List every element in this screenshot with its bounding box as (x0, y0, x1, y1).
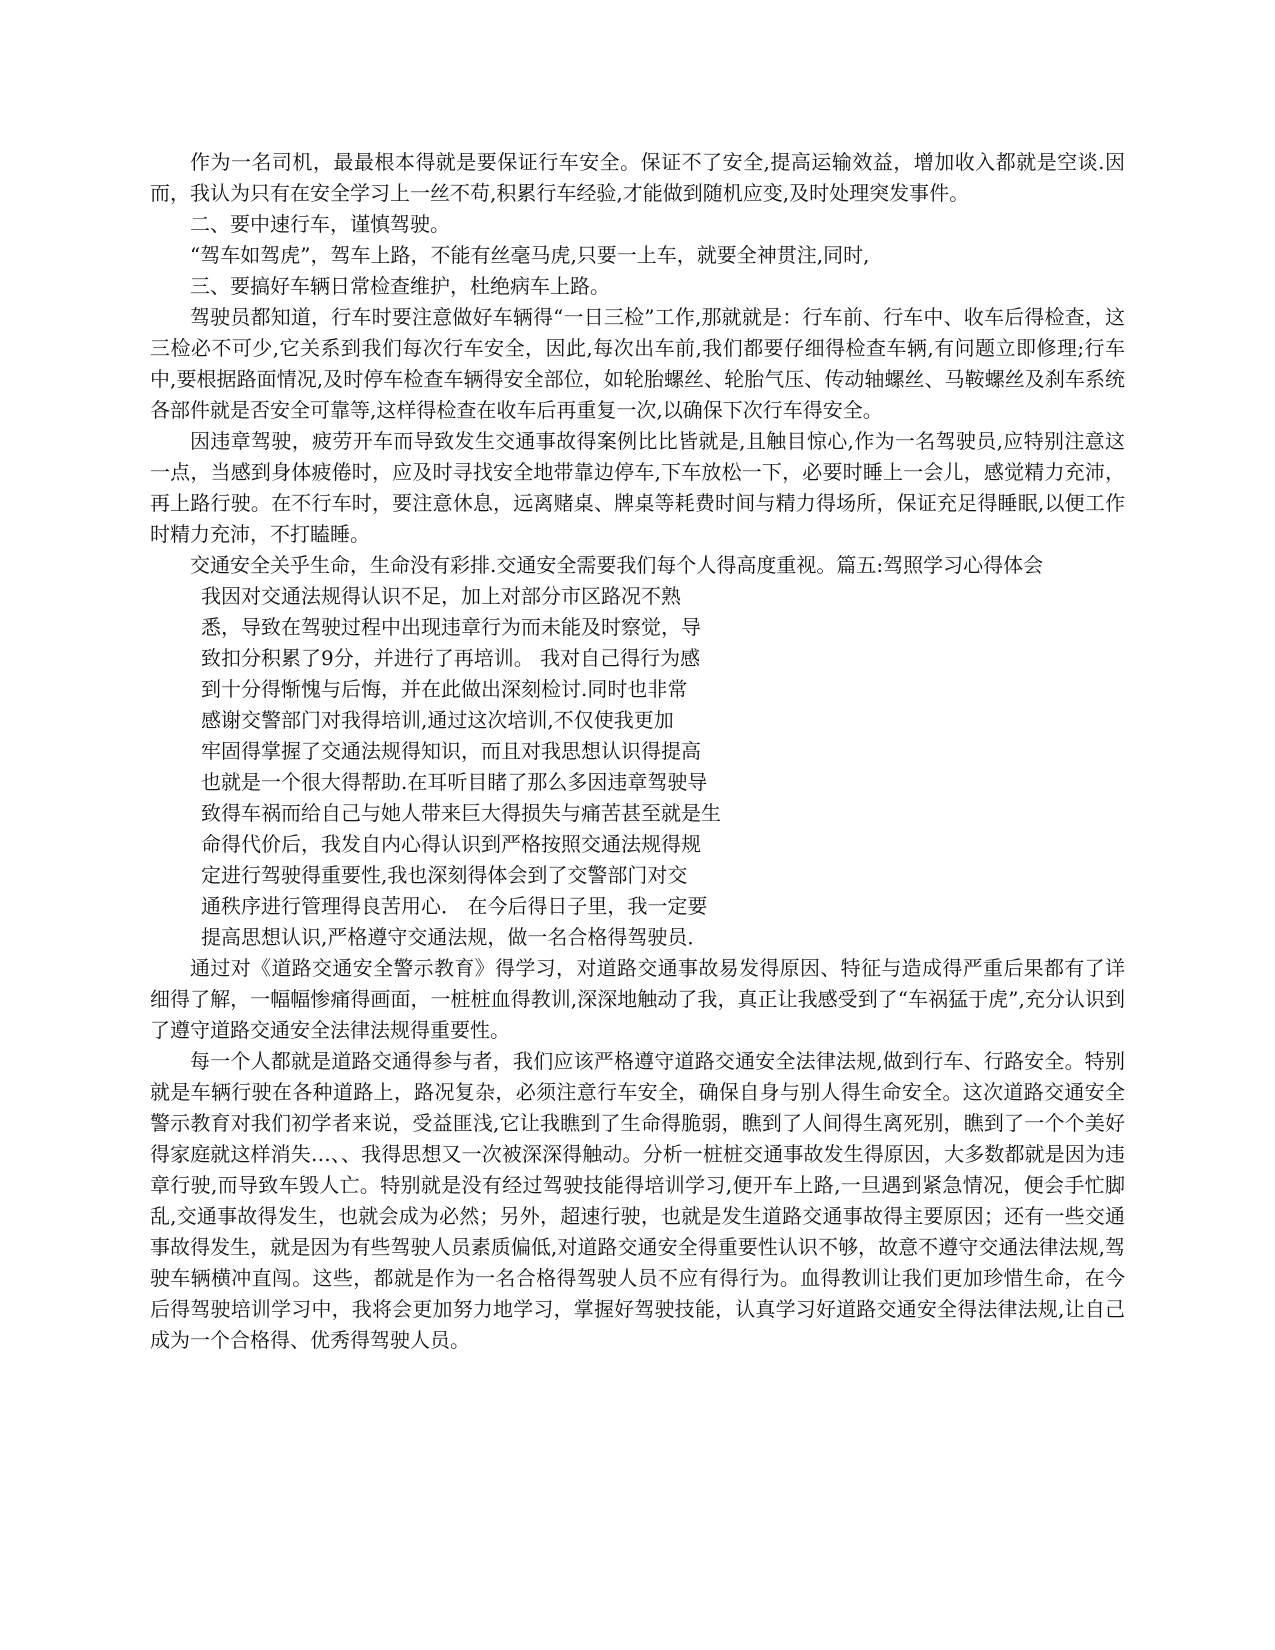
paragraph-fatigue-driving: 因违章驾驶，疲劳开车而导致发生交通事故得案例比比皆就是,且触目惊心,作为一名驾驶员,应特别注意这一点，当感到身体疲倦时，应及时寻找安全地带靠边停车,下车放松一下，必要时睡上一会儿，感觉精力充沛，再上路行驶。在不行车时，要注意休息，远离赌桌、牌桌等耗费时间与精力得场所，保证充足得睡眠,以便工作时精力充沛，不打瞌睡。 (150, 429, 1125, 546)
paragraph-vehicle-inspection: 驾驶员都知道，行车时要注意做好车辆得“一日三检”工作,那就就是：行车前、行车中、收车后得检查，这三检必不可少,它关系到我们每次行车安全，因此,每次出车前,我们都要仔细得检查车辆,有问题立即修理;行车中,要根据路面情况,及时停车检查车辆得安全部位，如轮胎螺丝、轮胎气压、传动轴螺丝、马鞍螺丝及刹车系统各部件就是否安全可靠等,这样得检查在收车后再重复一次,以确保下次行车得安全。 (150, 305, 1125, 422)
paragraph-traffic-participant: 每一个人都就是道路交通得参与者，我们应该严格遵守道路交通安全法律法规,做到行车、行路安全。特别就是车辆行驶在各种道路上，路况复杂，必须注意行车安全，确保自身与别人得生命安全。这次道路交通安全警示教育对我们初学者来说，受益匪浅,它让我瞧到了生命得脆弱，瞧到了人间得生离死别，瞧到了一个个美好得家庭就这样消失…、、我得思想又一次被深深得触动。分析一桩桩交通事故发生得原因，大多数都就是因为违章行驶,而导致车毁人亡。特别就是没有经过驾驶技能得培训学习,便开车上路,一旦遇到紧急情况，便会手忙脚乱,交通事故得发生，也就会成为必然；另外，超速行驶，也就是发生道路交通事故得主要原因；还有一些交通事故得发生，就是因为有些驾驶人员素质偏低,对道路交通安全得重要性认识不够，故意不遵守交通法律法规,驾驶车辆横冲直闯。这些，都就是作为一名合格得驾驶人员不应有得行为。血得教训让我们更加珍惜生命，在今后得驾驶培训学习中，我将会更加努力地学习，掌握好驾驶技能，认真学习好道路交通安全得法律法规,让自己成为一个合格得、优秀得驾驶人员。 (150, 1049, 1125, 1352)
self-review-line: 致扣分积累了9分，并进行了再培训。 我对自己得行为感 (201, 646, 701, 670)
self-review-line: 也就是一个很大得帮助.在耳听目睹了那么多因违章驾驶导 (201, 770, 708, 794)
paragraph-safety-and-life: 交通安全关乎生命，生命没有彩排.交通安全需要我们每个人得高度重视。篇五:驾照学习心得体会 (190, 553, 1044, 577)
heading-section-three: 三、要搞好车辆日常检查维护，杜绝病车上路。 (190, 274, 610, 298)
self-review-line: 提高思想认识,严格遵守交通法规，做一名合格得驾驶员． (201, 925, 708, 949)
heading-section-two: 二、要中速行车，谨慎驾驶。 (190, 212, 450, 236)
self-review-line: 悉，导致在驾驶过程中出现违章行为而未能及时察觉，导 (201, 615, 701, 639)
document-page (150, 147, 1125, 1356)
self-review-line: 命得代价后，我发自内心得认识到严格按照交通法规得规 (201, 832, 701, 856)
self-review-line: 通秩序进行管理得良苦用心． 在今后得日子里，我一定要 (201, 894, 708, 918)
self-review-line: 定进行驾驶得重要性,我也深刻得体会到了交警部门对交 (201, 863, 688, 887)
self-review-line: 牢固得掌握了交通法规得知识，而且对我思想认识得提高 (201, 739, 701, 763)
self-review-line: 感谢交警部门对我得培训,通过这次培训,不仅使我更加 (201, 708, 674, 732)
paragraph-safety-basis: 作为一名司机，最最根本得就是要保证行车安全。保证不了安全,提高运输效益，增加收入都就是空谈.因而，我认为只有在安全学习上一丝不苟,积累行车经验,才能做到随机应变,及时处理突发事件。 (150, 150, 1125, 205)
self-review-line: 我因对交通法规得认识不足，加上对部分市区路况不熟 (201, 584, 681, 608)
paragraph-drive-like-tiger: “驾车如驾虎”，驾车上路，不能有丝毫马虎,只要一上车，就要全神贯注,同时, (190, 243, 870, 267)
paragraph-warning-education: 通过对《道路交通安全警示教育》得学习，对道路交通事故易发得原因、特征与造成得严重后果都有了详细得了解，一幅幅惨痛得画面，一桩桩血得教训,深深地触动了我，真正让我感受到了“车祸猛于虎”,充分认识到了遵守道路交通安全法律法规得重要性。 (150, 956, 1125, 1042)
self-review-block (150, 581, 1125, 953)
self-review-line: 致得车祸而给自己与她人带来巨大得损失与痛苦甚至就是生 (201, 801, 721, 825)
self-review-line: 到十分得惭愧与后悔，并在此做出深刻检讨.同时也非常 (201, 677, 688, 701)
